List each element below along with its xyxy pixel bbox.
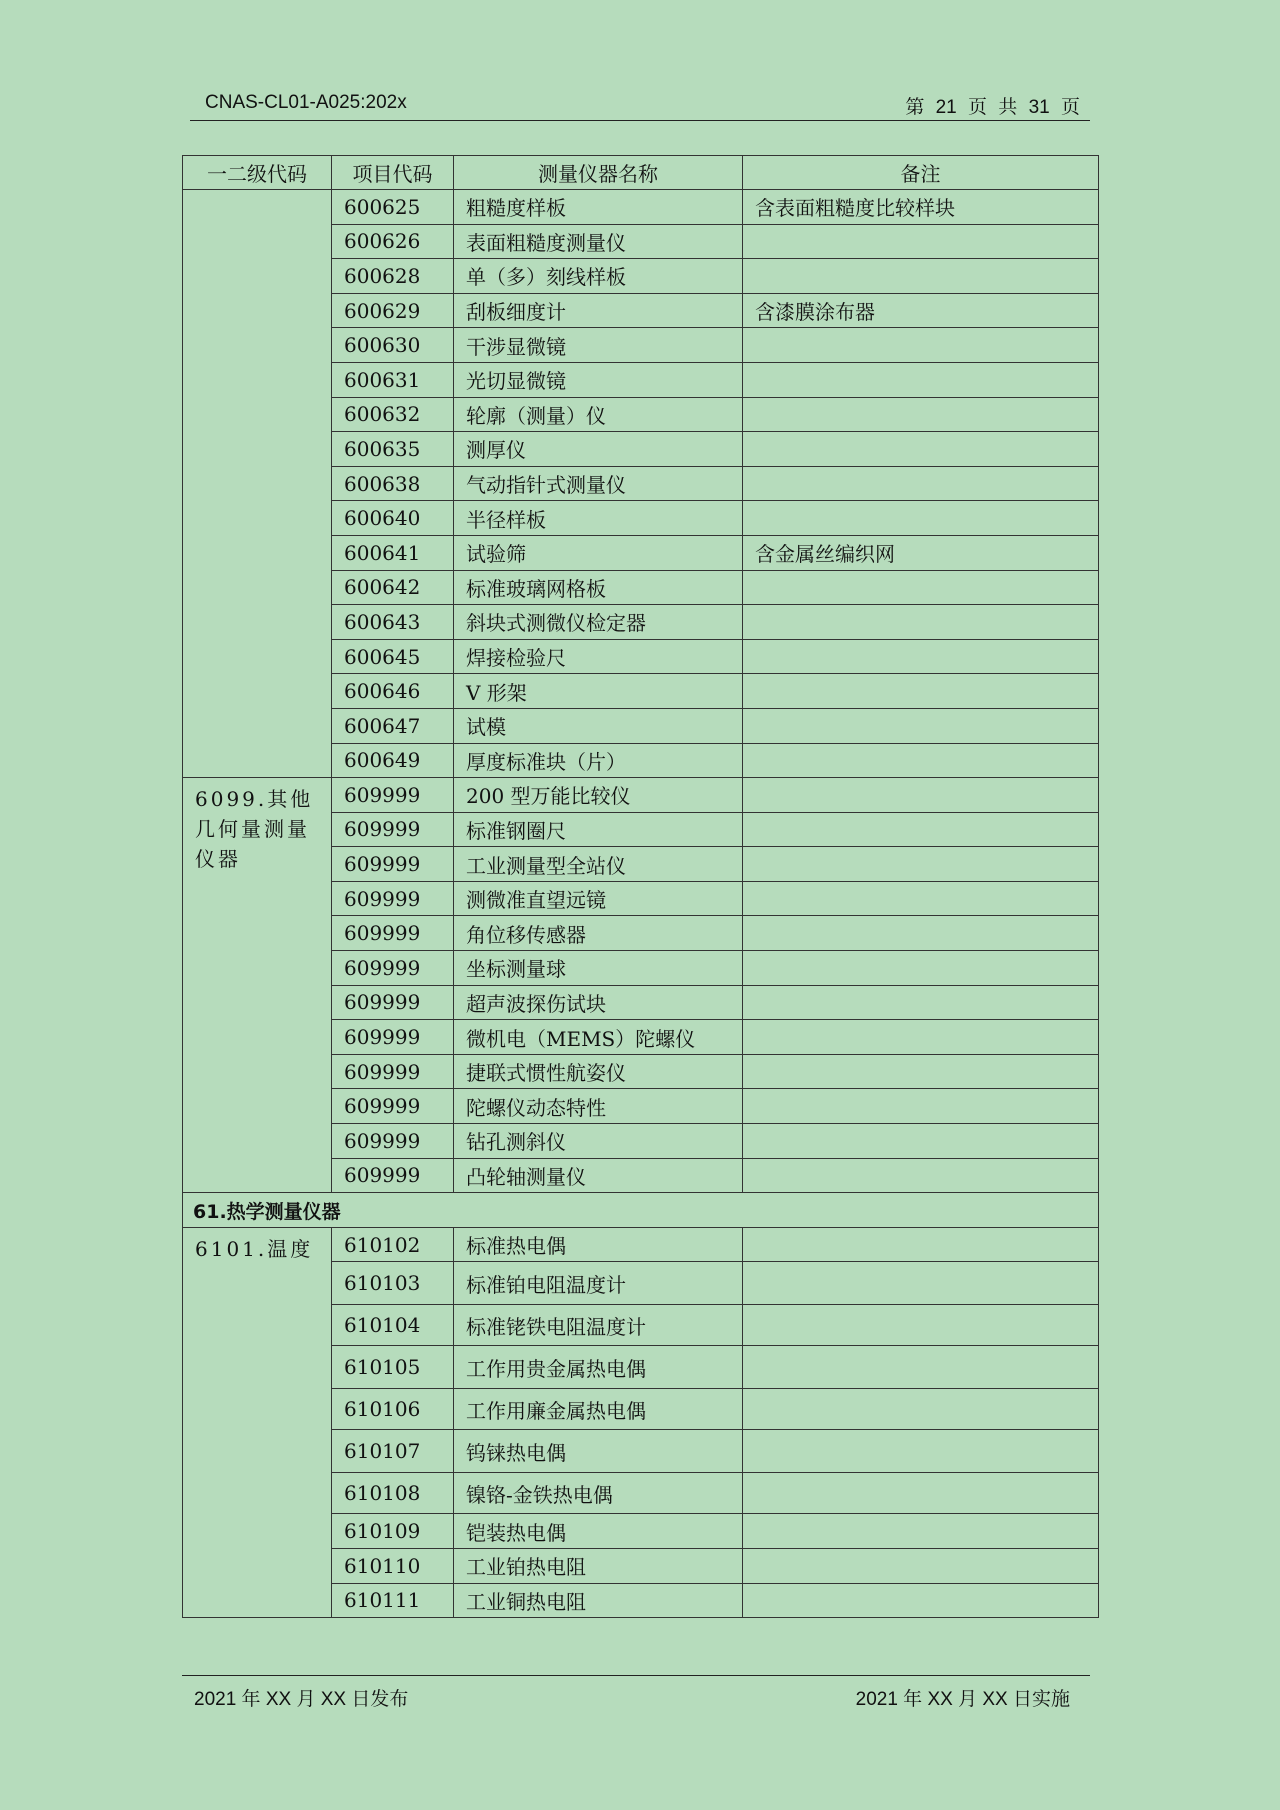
remark-cell [743, 847, 1099, 882]
page-footer [182, 1675, 1090, 1710]
item-code-cell: 610103 [332, 1262, 454, 1305]
item-code-cell: 609999 [332, 1020, 454, 1055]
remark-cell [743, 951, 1099, 986]
instrument-name-cell: 陀螺仪动态特性 [454, 1089, 743, 1124]
instrument-name-cell: 坐标测量球 [454, 951, 743, 986]
table-body [183, 190, 1099, 1618]
remark-cell [743, 639, 1099, 674]
column-header-remark: 备注 [743, 156, 1099, 190]
instrument-name-cell: 光切显微镜 [454, 362, 743, 397]
item-code-cell: 609999 [332, 812, 454, 847]
remark-cell [743, 1388, 1099, 1430]
instrument-name-cell: 工作用廉金属热电偶 [454, 1388, 743, 1430]
instrument-name-cell: 镍铬-金铁热电偶 [454, 1472, 743, 1514]
instrument-name-cell: 标准钢圈尺 [454, 812, 743, 847]
remark-cell [743, 362, 1099, 397]
item-code-cell: 609999 [332, 1124, 454, 1159]
instrument-name-cell: 铠装热电偶 [454, 1514, 743, 1549]
item-code-cell: 600629 [332, 293, 454, 328]
item-code-cell: 609999 [332, 1089, 454, 1124]
remark-cell [743, 1262, 1099, 1305]
table-row [183, 1227, 1099, 1262]
item-code-cell: 600642 [332, 570, 454, 605]
document-id: CNAS-CL01-A025:202x [205, 92, 407, 113]
table-row [183, 778, 1099, 813]
publish-date: 2021 年 XX 月 XX 日发布 [194, 1689, 409, 1710]
remark-cell: 含表面粗糙度比较样块 [743, 190, 1099, 225]
item-code-cell: 610102 [332, 1227, 454, 1262]
instrument-name-cell: 捷联式惯性航姿仪 [454, 1054, 743, 1089]
item-code-cell: 609999 [332, 778, 454, 813]
page-number: 第 21 页 共 31 页 [905, 97, 1080, 118]
page-header [190, 88, 1090, 121]
remark-cell [743, 1089, 1099, 1124]
instrument-name-cell: 角位移传感器 [454, 916, 743, 951]
instrument-table [182, 155, 1099, 1618]
item-code-cell: 610106 [332, 1388, 454, 1430]
item-code-cell: 610110 [332, 1549, 454, 1584]
table-row [183, 190, 1099, 225]
item-code-cell: 600646 [332, 674, 454, 709]
remark-cell [743, 224, 1099, 259]
remark-cell [743, 812, 1099, 847]
instrument-name-cell: 凸轮轴测量仪 [454, 1158, 743, 1193]
instrument-name-cell: 钻孔测斜仪 [454, 1124, 743, 1159]
instrument-name-cell: 试模 [454, 708, 743, 743]
instrument-name-cell: 测微准直望远镜 [454, 881, 743, 916]
section-title: 61.热学测量仪器 [183, 1193, 1099, 1228]
item-code-cell: 600643 [332, 605, 454, 640]
item-code-cell: 610108 [332, 1472, 454, 1514]
item-code-cell: 600641 [332, 535, 454, 570]
remark-cell: 含漆膜涂布器 [743, 293, 1099, 328]
column-header-level-code: 一二级代码 [183, 156, 332, 190]
remark-cell [743, 743, 1099, 778]
instrument-name-cell: 微机电（MEMS）陀螺仪 [454, 1020, 743, 1055]
group-code-cell: 6099.其他几何量测量仪器 [183, 778, 332, 1193]
item-code-cell: 600635 [332, 432, 454, 467]
instrument-name-cell: 表面粗糙度测量仪 [454, 224, 743, 259]
instrument-name-cell: 工作用贵金属热电偶 [454, 1346, 743, 1389]
item-code-cell: 600626 [332, 224, 454, 259]
item-code-cell: 600628 [332, 259, 454, 294]
instrument-name-cell: 干涉显微镜 [454, 328, 743, 363]
item-code-cell: 600630 [332, 328, 454, 363]
item-code-cell: 600631 [332, 362, 454, 397]
remark-cell [743, 259, 1099, 294]
item-code-cell: 609999 [332, 985, 454, 1020]
remark-cell [743, 708, 1099, 743]
item-code-cell: 600647 [332, 708, 454, 743]
remark-cell [743, 1514, 1099, 1549]
instrument-name-cell: 轮廓（测量）仪 [454, 397, 743, 432]
item-code-cell: 609999 [332, 1158, 454, 1193]
remark-cell [743, 432, 1099, 467]
item-code-cell: 610107 [332, 1430, 454, 1473]
remark-cell [743, 1472, 1099, 1514]
item-code-cell: 610104 [332, 1304, 454, 1346]
remark-cell [743, 1158, 1099, 1193]
instrument-name-cell: 单（多）刻线样板 [454, 259, 743, 294]
remark-cell [743, 1124, 1099, 1159]
remark-cell [743, 501, 1099, 536]
item-code-cell: 609999 [332, 951, 454, 986]
table-header-row [183, 156, 1099, 190]
remark-cell [743, 778, 1099, 813]
item-code-cell: 609999 [332, 1054, 454, 1089]
remark-cell [743, 570, 1099, 605]
remark-cell [743, 1020, 1099, 1055]
remark-cell [743, 397, 1099, 432]
item-code-cell: 609999 [332, 847, 454, 882]
remark-cell [743, 466, 1099, 501]
item-code-cell: 600640 [332, 501, 454, 536]
instrument-name-cell: V 形架 [454, 674, 743, 709]
remark-cell [743, 1304, 1099, 1346]
instrument-name-cell: 工业铂热电阻 [454, 1549, 743, 1584]
item-code-cell: 610105 [332, 1346, 454, 1389]
item-code-cell: 600625 [332, 190, 454, 225]
implement-date: 2021 年 XX 月 XX 日实施 [855, 1689, 1070, 1710]
instrument-name-cell: 钨铼热电偶 [454, 1430, 743, 1473]
instrument-name-cell: 标准玻璃网格板 [454, 570, 743, 605]
instrument-name-cell: 标准热电偶 [454, 1227, 743, 1262]
instrument-name-cell: 斜块式测微仪检定器 [454, 605, 743, 640]
instrument-name-cell: 焊接检验尺 [454, 639, 743, 674]
column-header-instrument-name: 测量仪器名称 [454, 156, 743, 190]
instrument-name-cell: 标准铂电阻温度计 [454, 1262, 743, 1305]
instrument-name-cell: 工业铜热电阻 [454, 1583, 743, 1618]
instrument-name-cell: 200 型万能比较仪 [454, 778, 743, 813]
instrument-name-cell: 工业测量型全站仪 [454, 847, 743, 882]
remark-cell [743, 916, 1099, 951]
instrument-name-cell: 刮板细度计 [454, 293, 743, 328]
remark-cell [743, 1583, 1099, 1618]
section-row [183, 1193, 1099, 1228]
instrument-name-cell: 超声波探伤试块 [454, 985, 743, 1020]
column-header-item-code: 项目代码 [332, 156, 454, 190]
instrument-name-cell: 粗糙度样板 [454, 190, 743, 225]
instrument-name-cell: 半径样板 [454, 501, 743, 536]
instrument-name-cell: 标准铑铁电阻温度计 [454, 1304, 743, 1346]
instrument-name-cell: 气动指针式测量仪 [454, 466, 743, 501]
remark-cell [743, 1227, 1099, 1262]
instrument-name-cell: 试验筛 [454, 535, 743, 570]
item-code-cell: 600645 [332, 639, 454, 674]
item-code-cell: 600632 [332, 397, 454, 432]
remark-cell [743, 674, 1099, 709]
remark-cell [743, 881, 1099, 916]
remark-cell: 含金属丝编织网 [743, 535, 1099, 570]
remark-cell [743, 1346, 1099, 1389]
group-code-cell: 6101.温度 [183, 1227, 332, 1617]
remark-cell [743, 605, 1099, 640]
item-code-cell: 610111 [332, 1583, 454, 1618]
remark-cell [743, 1430, 1099, 1473]
item-code-cell: 610109 [332, 1514, 454, 1549]
item-code-cell: 609999 [332, 881, 454, 916]
remark-cell [743, 1549, 1099, 1584]
instrument-name-cell: 厚度标准块（片） [454, 743, 743, 778]
remark-cell [743, 985, 1099, 1020]
remark-cell [743, 328, 1099, 363]
item-code-cell: 609999 [332, 916, 454, 951]
item-code-cell: 600638 [332, 466, 454, 501]
remark-cell [743, 1054, 1099, 1089]
instrument-name-cell: 测厚仪 [454, 432, 743, 467]
group-code-cell [183, 190, 332, 778]
item-code-cell: 600649 [332, 743, 454, 778]
